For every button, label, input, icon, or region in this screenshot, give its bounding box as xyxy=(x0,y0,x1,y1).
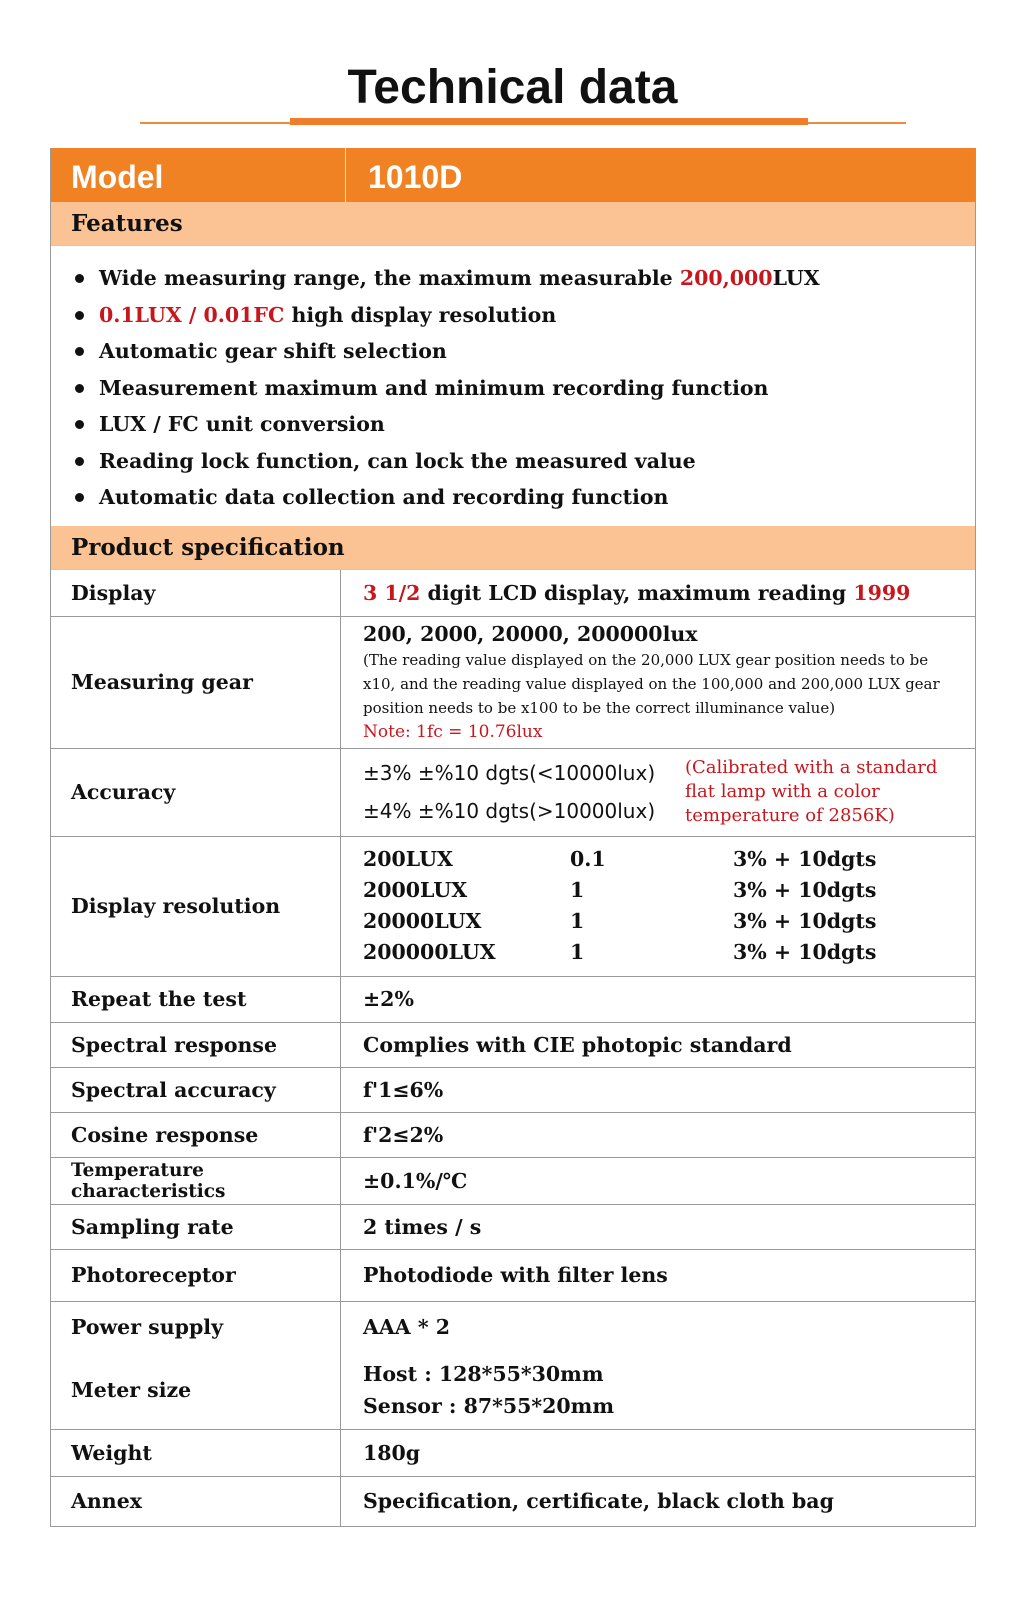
model-value: 1010D xyxy=(368,159,463,195)
spec-sheet xyxy=(50,148,976,1527)
spec-row-meter-size xyxy=(51,1352,975,1430)
spec-label: Repeat the test xyxy=(51,977,341,1022)
spec-row xyxy=(51,1302,975,1352)
feature-text-red: 200,000 xyxy=(679,266,773,290)
meter-size-sensor: Sensor : 87*55*20mm xyxy=(363,1394,615,1418)
spec-value: f'1≤6% xyxy=(363,1077,444,1102)
spec-value xyxy=(341,617,975,748)
display-text: digit LCD display, maximum reading xyxy=(420,580,854,605)
accuracy-line-2: ±4% ±%10 dgts(>10000lux) xyxy=(363,799,656,823)
resolution-cell-range: 2000LUX xyxy=(363,878,468,902)
display-digits: 3 1/2 xyxy=(363,580,421,605)
spec-label: Power supply xyxy=(51,1302,341,1352)
feature-text-pre: Measurement maximum and minimum recording function xyxy=(99,375,769,400)
spec-label: Spectral response xyxy=(51,1023,341,1067)
resolution-row xyxy=(363,875,975,906)
spec-row-resolution xyxy=(51,837,975,977)
feature-item xyxy=(71,260,975,297)
spec-row-annex xyxy=(51,1477,975,1526)
spec-value xyxy=(341,570,975,616)
spec-value xyxy=(341,749,975,836)
spec-value: ±0.1%/℃ xyxy=(363,1168,468,1193)
resolution-row xyxy=(363,844,975,875)
resolution-cell-res: 1 xyxy=(570,878,585,902)
display-max: 1999 xyxy=(853,580,911,605)
spec-value: 2 times / s xyxy=(363,1214,482,1239)
spec-label: Sampling rate xyxy=(51,1205,341,1249)
resolution-cell-res: 1 xyxy=(570,940,585,964)
accuracy-line-1: ±3% ±%10 dgts(<10000lux) xyxy=(363,761,656,785)
resolution-row xyxy=(363,937,975,968)
accuracy-note: (Calibrated with a standard flat lamp with a color temperature of 2856K) xyxy=(685,757,938,826)
feature-text-post: high display resolution xyxy=(284,302,557,327)
spec-row-weight xyxy=(51,1430,975,1477)
feature-item xyxy=(71,443,975,480)
spec-value: 180g xyxy=(363,1440,421,1465)
feature-text-red: 0.1LUX / 0.01FC xyxy=(99,302,285,327)
resolution-row xyxy=(363,906,975,937)
spec-label: Temperature characteristics xyxy=(51,1158,341,1204)
spec-heading: Product specification xyxy=(51,526,975,570)
resolution-cell-res: 1 xyxy=(570,909,585,933)
spec-row xyxy=(51,1113,975,1158)
spec-row-measuring-gear xyxy=(51,617,975,749)
resolution-table xyxy=(341,837,975,976)
spec-row-accuracy xyxy=(51,749,975,837)
resolution-cell-range: 200LUX xyxy=(363,847,453,871)
resolution-cell-acc: 3% + 10dgts xyxy=(733,940,877,964)
spec-label: Measuring gear xyxy=(51,617,341,748)
resolution-cell-acc: 3% + 10dgts xyxy=(733,909,877,933)
spec-row xyxy=(51,1158,975,1205)
spec-label: Cosine response xyxy=(51,1113,341,1157)
model-header-row xyxy=(51,148,975,202)
spec-value: Photodiode with filter lens xyxy=(363,1263,668,1287)
spec-row-display xyxy=(51,570,975,617)
spec-row xyxy=(51,1068,975,1113)
feature-text-pre: Wide measuring range, the maximum measurable xyxy=(99,266,680,290)
meter-size-host: Host : 128*55*30mm xyxy=(363,1362,604,1386)
resolution-cell-range: 200000LUX xyxy=(363,940,496,964)
spec-row xyxy=(51,977,975,1023)
feature-text-pre: LUX / FC unit conversion xyxy=(99,412,385,436)
feature-text-pre: Automatic data collection and recording function xyxy=(99,485,669,509)
resolution-cell-range: 20000LUX xyxy=(363,909,482,933)
gear-red-note: Note: 1fc = 10.76lux xyxy=(363,722,543,742)
spec-row xyxy=(51,1023,975,1068)
spec-label: Photoreceptor xyxy=(51,1250,341,1301)
page-title: Technical data xyxy=(347,61,678,114)
title-underline-thick xyxy=(290,118,808,125)
spec-row xyxy=(51,1205,975,1250)
feature-item xyxy=(71,333,975,370)
spec-value: f'2≤2% xyxy=(363,1122,444,1147)
feature-text-pre: Reading lock function, can lock the measured value xyxy=(99,448,696,473)
gear-values: 200, 2000, 20000, 200000lux xyxy=(363,622,698,646)
feature-text-pre: Automatic gear shift selection xyxy=(99,339,447,363)
spec-row xyxy=(51,1250,975,1302)
model-label: Model xyxy=(51,148,346,202)
spec-label: Accuracy xyxy=(51,749,341,836)
gear-note: (The reading value displayed on the 20,000 LUX gear position needs to be x10, and the reading value displayed on the 100,000 and 200,000 LUX gear position needs to be x100 to be the correct illuminance value) xyxy=(363,651,940,717)
spec-value: ±2% xyxy=(363,987,414,1011)
spec-label: Display xyxy=(51,570,341,616)
feature-item xyxy=(71,297,975,334)
spec-label: Meter size xyxy=(51,1352,341,1429)
spec-value xyxy=(341,1352,975,1429)
spec-value: Specification, certificate, black cloth bag xyxy=(363,1489,834,1513)
features-list xyxy=(51,246,975,526)
spec-label: Display resolution xyxy=(51,837,341,976)
spec-value: Complies with CIE photopic standard xyxy=(363,1032,792,1057)
spec-label: Annex xyxy=(51,1477,341,1526)
spec-label: Weight xyxy=(51,1430,341,1476)
resolution-cell-acc: 3% + 10dgts xyxy=(733,847,877,871)
spec-label: Spectral accuracy xyxy=(51,1068,341,1112)
feature-text-post: LUX xyxy=(772,266,820,290)
spec-value: AAA * 2 xyxy=(363,1314,450,1339)
resolution-cell-acc: 3% + 10dgts xyxy=(733,878,877,902)
feature-item xyxy=(71,370,975,407)
feature-item xyxy=(71,406,975,443)
feature-item xyxy=(71,479,975,516)
resolution-cell-res: 0.1 xyxy=(570,847,606,871)
features-heading: Features xyxy=(51,202,975,246)
